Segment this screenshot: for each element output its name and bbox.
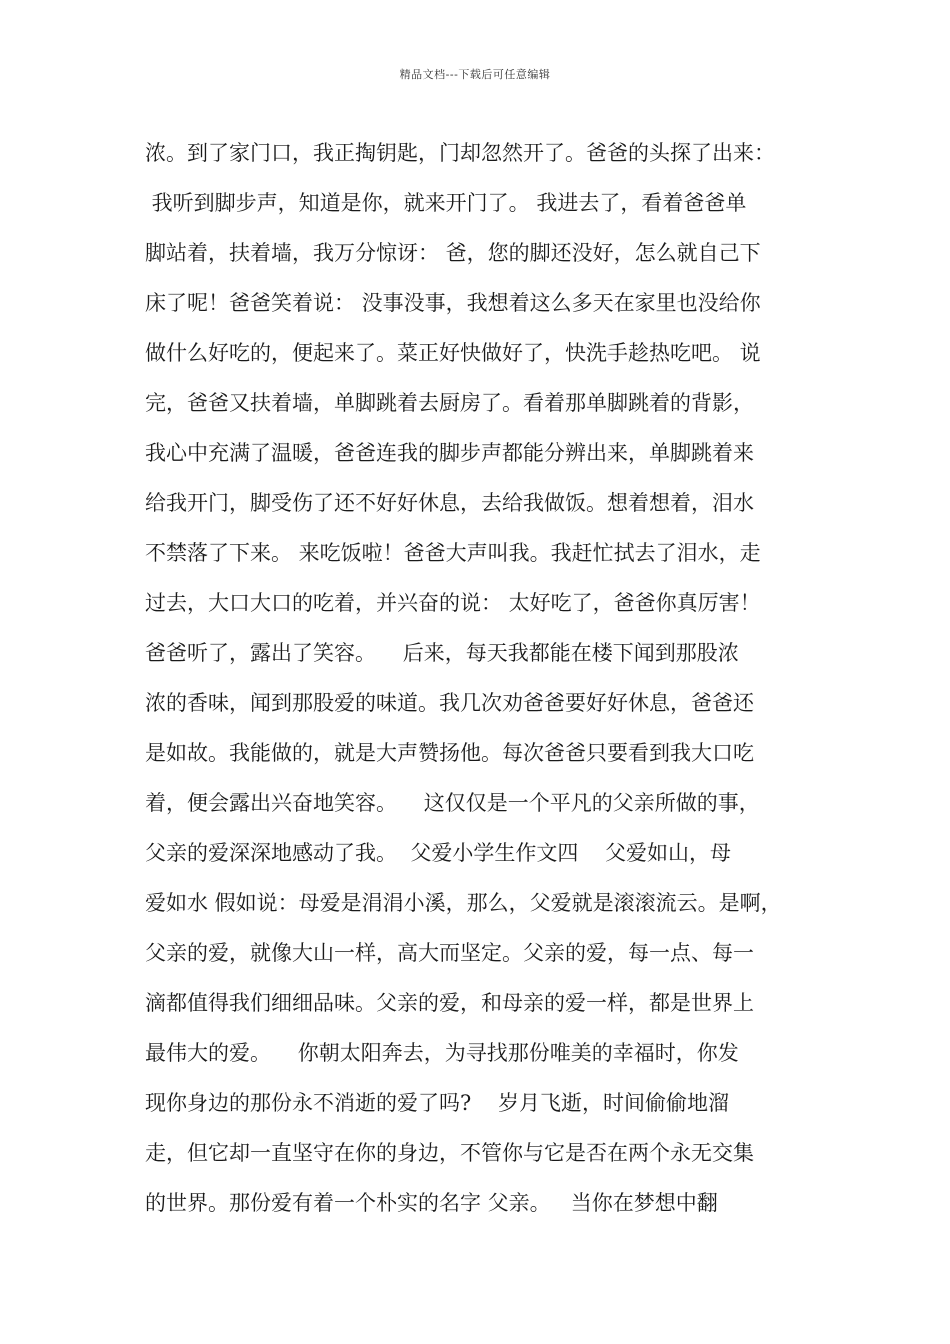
text-line: 我心中充满了温暖，爸爸连我的脚步声都能分辨出来，单脚跳着来 (145, 441, 754, 465)
text-line: 走，但它却一直坚守在你的身边，不管你与它是否在两个永无交集 (145, 1141, 754, 1165)
text-line: 父亲的爱，就像大山一样，高大而坚定。父亲的爱，每一点、每一 (145, 941, 754, 965)
text-line: 爱如水 假如说：母爱是涓涓小溪，那么，父爱就是滚滚流云。是啊， (145, 891, 782, 915)
text-line: 的世界。那份爱有着一个朴实的名字 父亲。 当你在梦想中翻 (145, 1191, 718, 1215)
text-line: 滴都值得我们细细品味。父亲的爱，和母亲的爱一样，都是世界上 (145, 991, 754, 1015)
text-line: 给我开门，脚受伤了还不好好休息，去给我做饭。想着想着，泪水 (145, 491, 754, 515)
text-line: 父亲的爱深深地感动了我。 父爱小学生作文四 父爱如山，母 (145, 841, 732, 865)
text-line: 脚站着，扶着墙，我万分惊讶： 爸，您的脚还没好，怎么就自己下 (145, 241, 761, 265)
body-text (145, 128, 825, 1228)
text-line: 现你身边的那份永不消逝的爱了吗? 岁月飞逝，时间偷偷地溜 (145, 1091, 729, 1115)
text-line: 着，便会露出兴奋地笑容。 这仅仅是一个平凡的父亲所做的事， (145, 791, 760, 815)
text-line: 是如故。我能做的，就是大声赞扬他。每次爸爸只要看到我大口吃 (145, 741, 754, 765)
text-line: 不禁落了下来。 来吃饭啦！爸爸大声叫我。我赶忙拭去了泪水，走 (145, 541, 761, 565)
text-line: 床了呢！爸爸笑着说： 没事没事，我想着这么多天在家里也没给你 (145, 291, 761, 315)
text-line: 完，爸爸又扶着墙，单脚跳着去厨房了。看着那单脚跳着的背影， (145, 391, 754, 415)
text-line: 浓。到了家门口，我正掏钥匙，门却忽然开了。爸爸的头探了出来： (145, 141, 775, 165)
text-line: 浓的香味，闻到那股爱的味道。我几次劝爸爸要好好休息，爸爸还 (145, 691, 754, 715)
text-line: 做什么好吃的，便起来了。菜正好快做好了，快洗手趁热吃吧。 说 (145, 341, 761, 365)
text-line: 爸爸听了，露出了笑容。 后来，每天我都能在楼下闻到那股浓 (145, 641, 739, 665)
text-line: 过去，大口大口的吃着，并兴奋的说： 太好吃了，爸爸你真厉害！ (145, 591, 761, 615)
text-line: 最伟大的爱。 你朝太阳奔去，为寻找那份唯美的幸福时，你发 (145, 1041, 739, 1065)
text-line: 我听到脚步声，知道是你，就来开门了。 我进去了，看着爸爸单 (145, 191, 747, 215)
page-header: 精品文档---下载后可任意编辑 (399, 68, 551, 81)
